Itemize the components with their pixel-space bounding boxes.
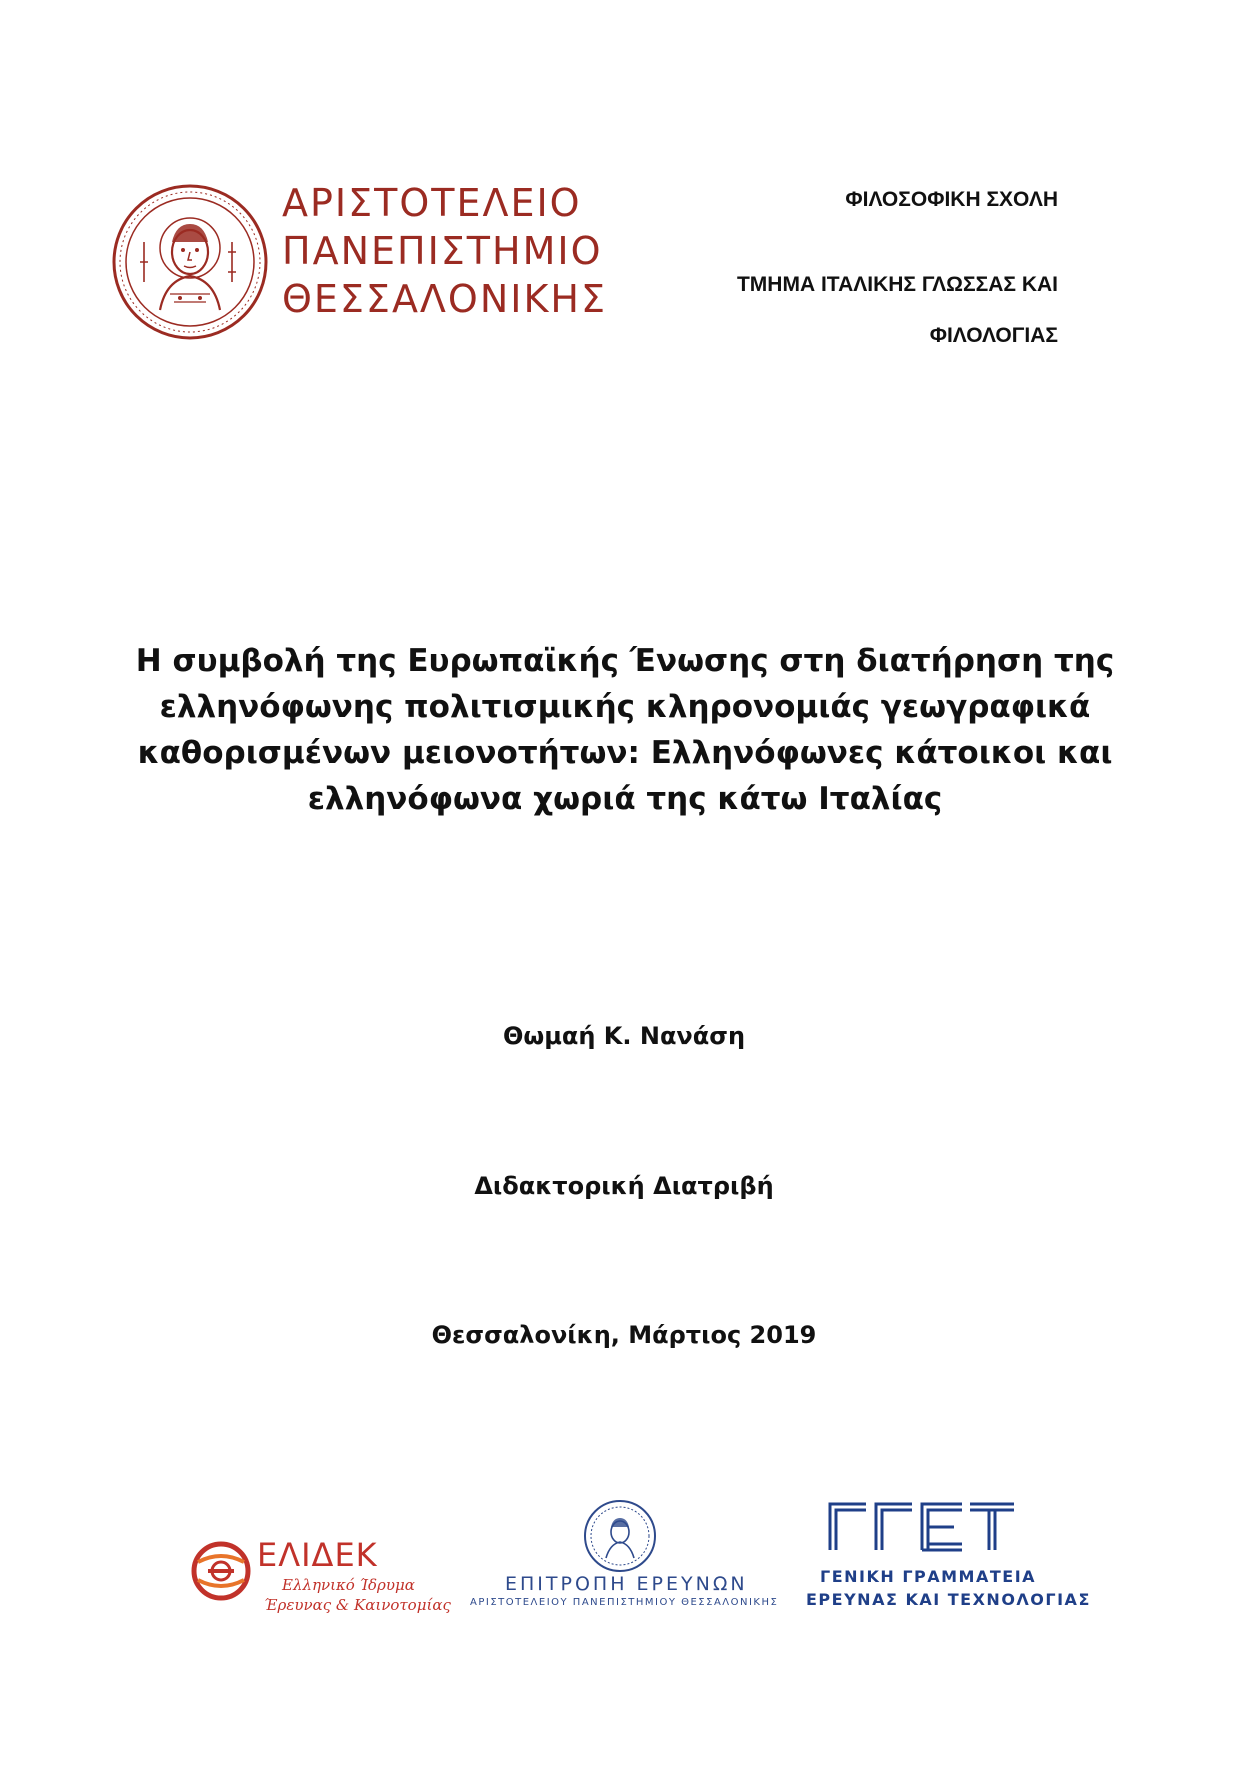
elidek-subtitle-line-2: Έρευνας & Καινοτομίας xyxy=(264,1596,451,1614)
epitropi-seal-icon xyxy=(582,1498,658,1574)
epitropi-subtitle: ΑΡΙΣΤΟΤΕΛΕΙΟΥ ΠΑΝΕΠΙΣΤΗΜΙΟΥ ΘΕΣΣΑΛΟΝΙΚΗΣ xyxy=(470,1597,779,1608)
document-type: Διδακτορική Διατριβή xyxy=(474,1172,774,1200)
place-and-date: Θεσσαλονίκη, Μάρτιος 2019 xyxy=(431,1321,817,1349)
department-name-line-2: ΦΙΛΟΛΟΓΙΑΣ xyxy=(929,324,1058,347)
elidek-title: ΕΛΙΔΕΚ xyxy=(257,1536,378,1574)
gget-mark-icon xyxy=(826,1500,1018,1556)
title-line: καθορισμένων μειονοτήτων: Ελληνόφωνες κάτοικοι και xyxy=(137,735,1113,771)
gget-logo xyxy=(826,1500,1018,1556)
epitropi-title: ΕΠΙΤΡΟΠΗ ΕΡΕΥΝΩΝ xyxy=(505,1573,748,1595)
title-line: ελληνόφωνα χωριά της κάτω Ιταλίας xyxy=(307,781,943,817)
title-line: ελληνόφωνης πολιτισμικής κληρονομιάς γεωγραφικά xyxy=(159,689,1091,725)
university-name-line-1: ΑΡΙΣΤΟΤΕΛΕΙΟ xyxy=(282,181,582,225)
university-logo xyxy=(110,182,610,352)
epitropi-logo xyxy=(582,1498,658,1574)
author-name: Θωμαή Κ. Νανάση xyxy=(502,1022,746,1050)
elidek-emblem-icon xyxy=(190,1540,252,1602)
department-name-line-1: ΤΜΗΜΑ ΙΤΑΛΙΚΗΣ ΓΛΩΣΣΑΣ ΚΑΙ xyxy=(736,273,1058,296)
gget-name-line-2: ΕΡΕΥΝΑΣ ΚΑΙ ΤΕΧΝΟΛΟΓΙΑΣ xyxy=(806,1590,1091,1609)
gget-name-line-1: ΓΕΝΙΚΗ ΓΡΑΜΜΑΤΕΙΑ xyxy=(820,1567,1037,1586)
thesis-title xyxy=(120,638,1130,822)
title-line: Η συμβολή της Ευρωπαϊκής Ένωσης στη διατήρηση της xyxy=(135,643,1115,679)
elidek-subtitle-line-1: Ελληνικό Ίδρυμα xyxy=(282,1576,415,1594)
university-name-line-3: ΘΕΣΣΑΛΟΝΙΚΗΣ xyxy=(282,277,607,321)
university-name-line-2: ΠΑΝΕΠΙΣΤΗΜΙΟ xyxy=(282,229,603,273)
school-name: ΦΙΛΟΣΟΦΙΚΗ ΣΧΟΛΗ xyxy=(845,188,1058,211)
university-seal-icon xyxy=(110,182,270,342)
